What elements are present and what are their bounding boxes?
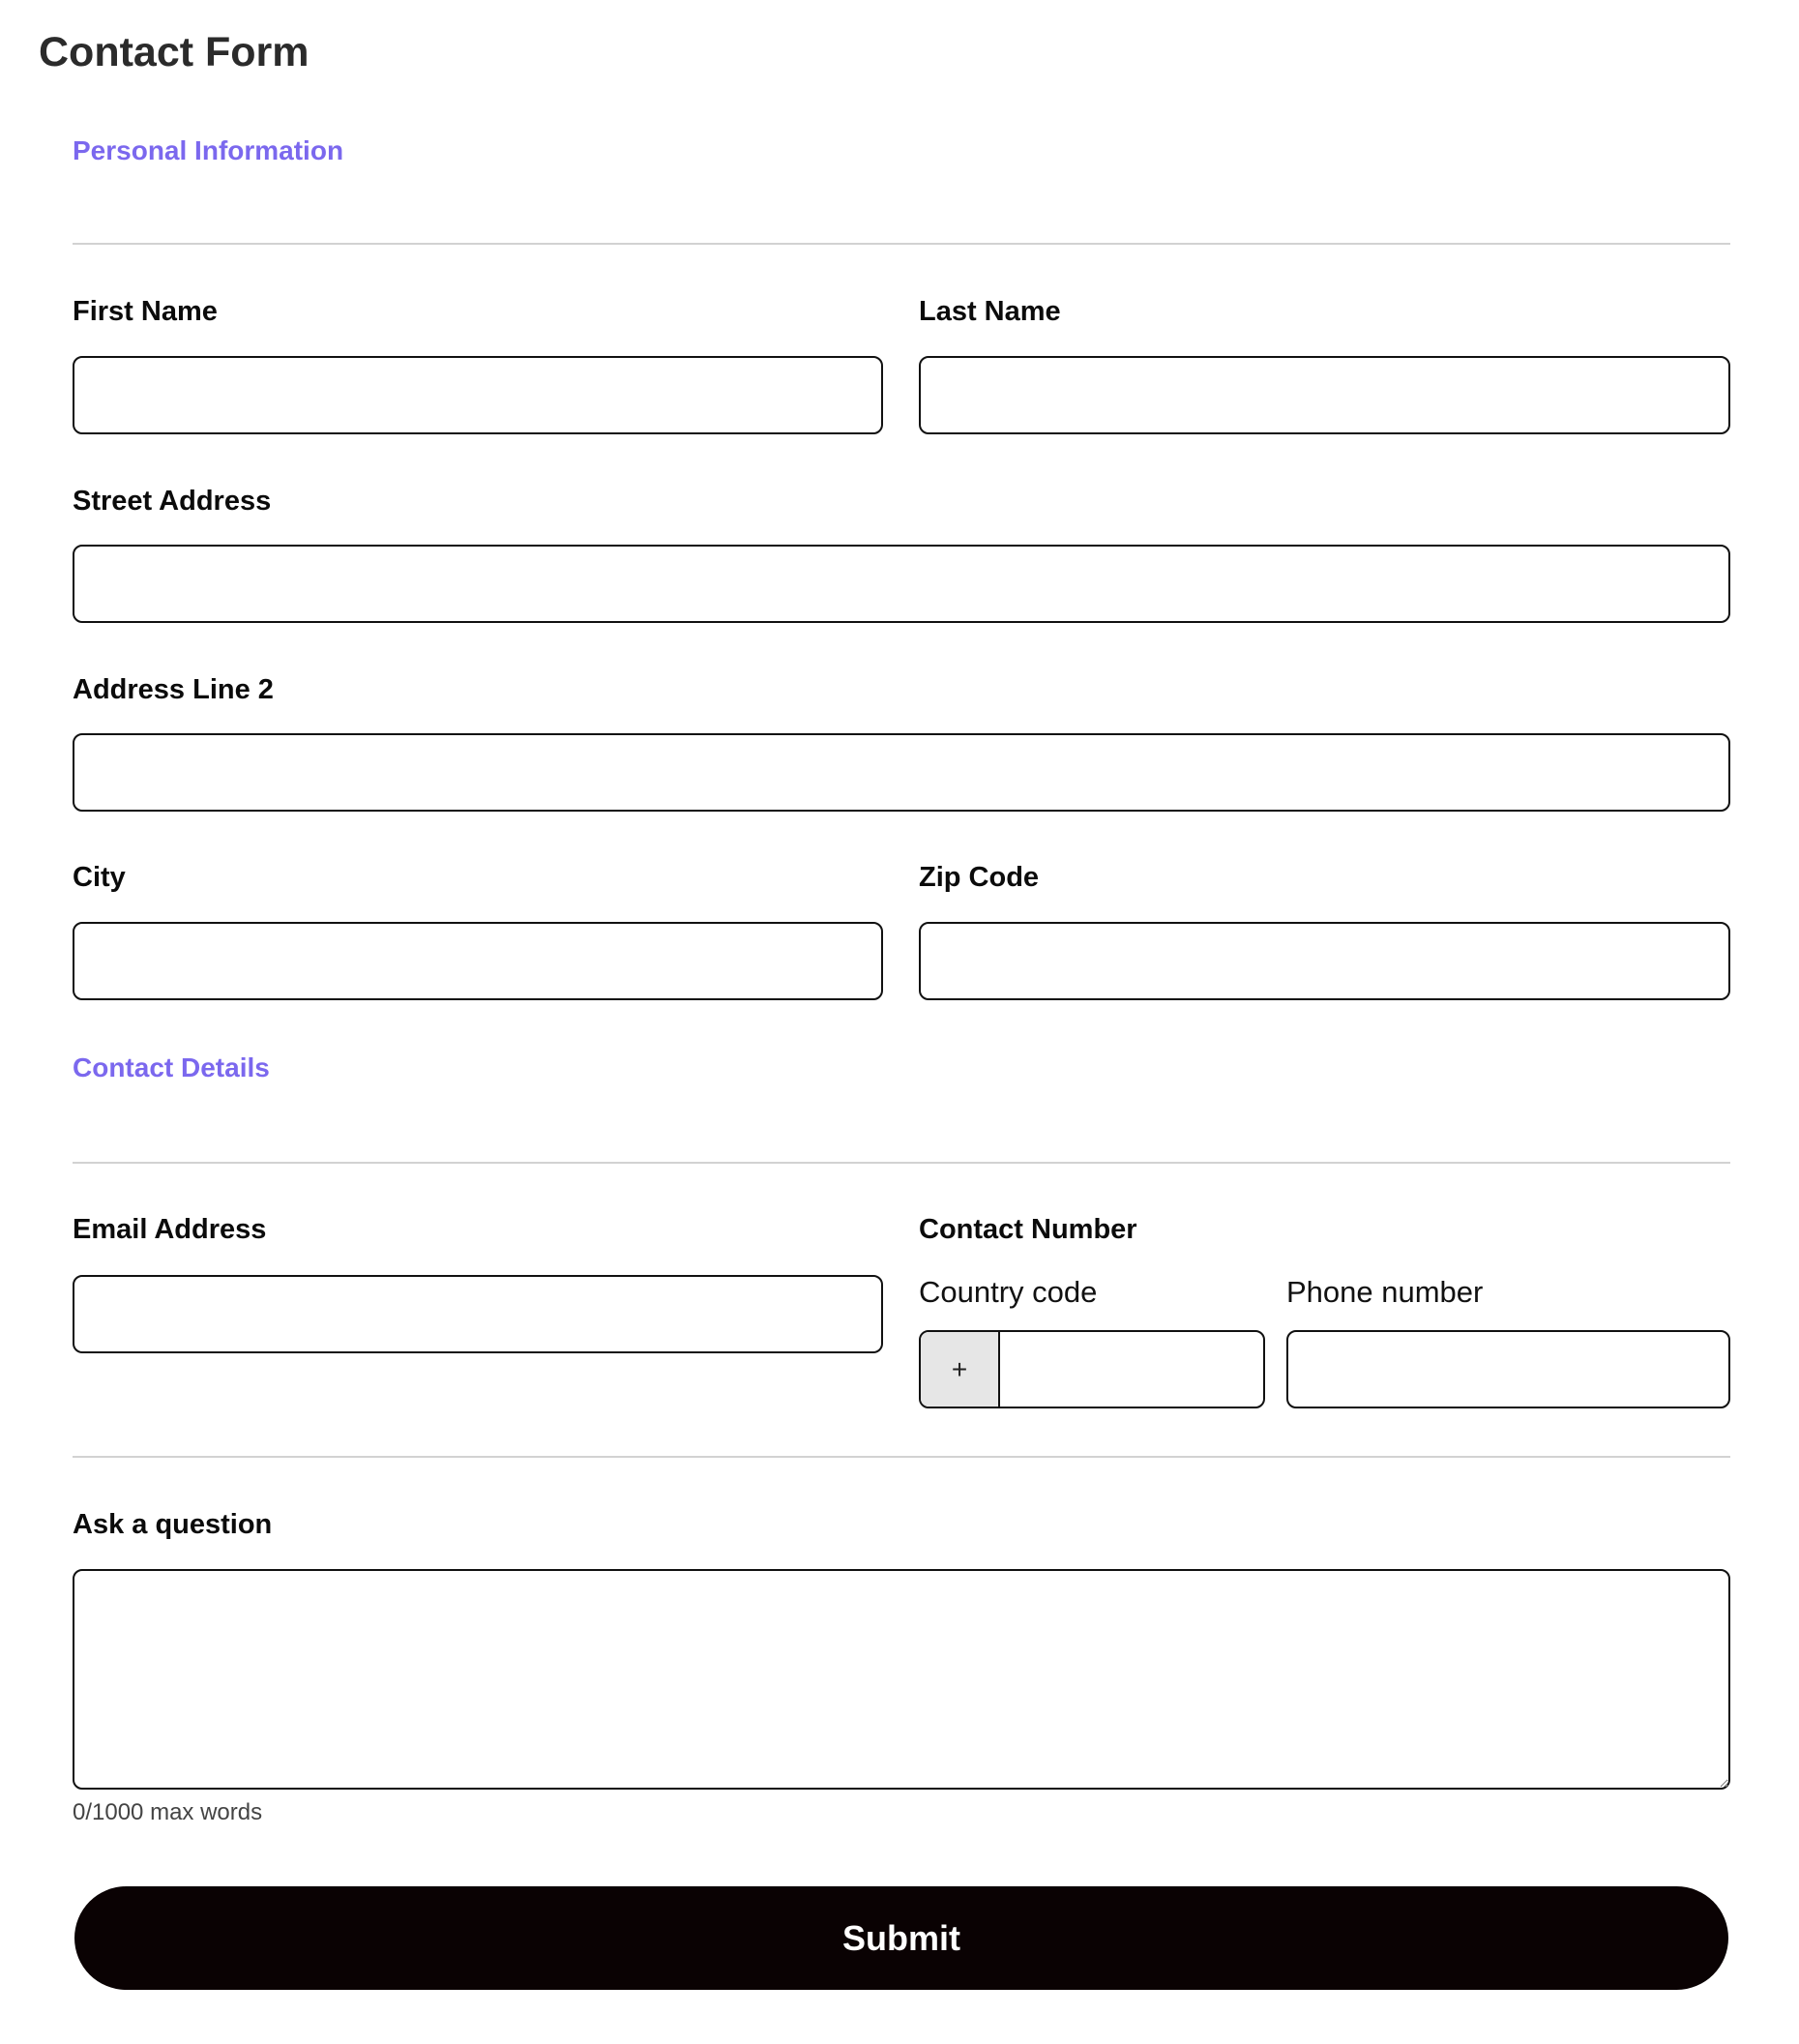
phone-number-input[interactable] [1286,1330,1730,1408]
page-title: Contact Form [39,29,310,75]
country-code-label: Country code [919,1275,1098,1309]
first-name-label: First Name [73,296,218,327]
divider [73,1162,1730,1164]
address-line-2-label: Address Line 2 [73,674,274,705]
country-code-field [919,1330,1265,1408]
divider [73,1456,1730,1458]
last-name-input[interactable] [919,356,1730,434]
submit-button[interactable]: Submit [74,1886,1728,1990]
street-address-input[interactable] [73,545,1730,623]
city-input[interactable] [73,922,883,1000]
question-textarea[interactable] [73,1569,1730,1790]
first-name-input[interactable] [73,356,883,434]
plus-prefix: + [921,1332,1000,1407]
section-personal-information: Personal Information [73,135,344,165]
street-address-label: Street Address [73,486,272,517]
last-name-label: Last Name [919,296,1061,327]
city-label: City [73,862,126,893]
phone-number-label: Phone number [1286,1275,1484,1309]
email-label: Email Address [73,1214,267,1245]
address-line-2-input[interactable] [73,733,1730,812]
section-contact-details: Contact Details [73,1052,270,1082]
zip-code-label: Zip Code [919,862,1040,893]
divider [73,243,1730,245]
country-code-input[interactable] [1000,1332,1263,1407]
contact-number-label: Contact Number [919,1214,1137,1245]
ask-question-label: Ask a question [73,1509,273,1540]
zip-code-input[interactable] [919,922,1730,1000]
word-counter: 0/1000 max words [73,1799,263,1825]
email-input[interactable] [73,1275,883,1353]
